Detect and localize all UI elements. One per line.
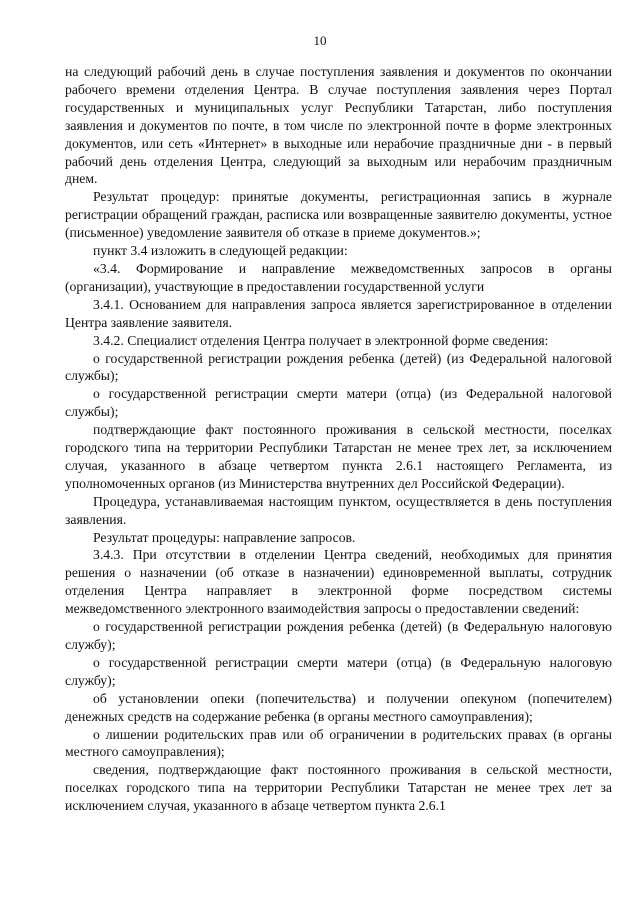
- list-item: сведения, подтверждающие факт постоянного проживания в сельской местности, поселках городского типа на территории Республики Татарстан не менее трех лет за исключением случая, указанного в абзаце четвертом пункта 2.6.1: [65, 762, 612, 814]
- list-item: об установлении опеки (попечительства) и получении опекуном (попечителем) денежных средств на содержание ребенка (в органы местного самоуправления);: [65, 690, 612, 724]
- page-number: 10: [313, 33, 327, 48]
- list-item: о государственной регистрации рождения ребенка (детей) (из Федеральной налоговой службы);: [65, 350, 612, 384]
- paragraph: 3.4.2. Специалист отделения Центра получает в электронной форме сведения:: [93, 332, 549, 348]
- paragraph: Результат процедур: принятые документы, регистрационная запись в журнале регистрации обращений граждан, расписка или возвращенные заявителю документы, устное (письменное) уведомление заявителя об отказе в приеме документов.»;: [65, 189, 612, 241]
- paragraph: пункт 3.4 изложить в следующей редакции:: [93, 243, 348, 259]
- paragraph: 3.4.1. Основанием для направления запроса является зарегистрированное в отделении Центра заявление заявителя.: [65, 296, 612, 330]
- document-body: [65, 63, 612, 815]
- list-item: о государственной регистрации рождения ребенка (детей) (в Федеральную налоговую службу);: [65, 619, 612, 652]
- list-item: о государственной регистрации смерти матери (отца) (из Федеральной налоговой службы);: [65, 386, 612, 420]
- list-item: о государственной регистрации смерти матери (отца) (в Федеральную налоговую службу);: [65, 654, 612, 688]
- paragraph: 3.4.3. При отсутствии в отделении Центра сведений, необходимых для принятия решения о назначении (об отказе в назначении) единовременной выплаты, сотрудник отделения Центра направляет в электронной форме посредством системы межведомственного электронного взаимодействия запросы о предоставлении сведений:: [65, 547, 612, 617]
- paragraph: Результат процедуры: направление запросов.: [93, 529, 356, 545]
- paragraph: «3.4. Формирование и направление межведомственных запросов в органы (организации), участвующие в предоставлении государственной услуги: [65, 260, 612, 294]
- paragraph-continuation: на следующий рабочий день в случае поступления заявления и документов по окончании рабочего времени отделения Центра. В случае поступления заявления через Портал государственных и муниципальных услуг Республики Татарстан, либо поступления заявления и документов по почте, в том числе по электронной почте в форме электронных документов, или сеть «Интернет» в выходные или нерабочие праздничные дни - в первый рабочий день отделения Центра, следующий за выходным или нерабочим праздничным днем.: [65, 64, 612, 187]
- paragraph: Процедура, устанавливаемая настоящим пунктом, осуществляется в день поступления заявления.: [65, 493, 612, 527]
- list-item: подтверждающие факт постоянного проживания в сельской местности, поселках городского типа на территории Республики Татарстан не менее трех лет, за исключением случая, указанного в абзаце четвертом пункта 2.6.1 настоящего Регламента, из уполномоченных органов (из Министерства внутренних дел Российской Федерации).: [65, 422, 612, 491]
- list-item: о лишении родительских прав или об ограничении в родительских правах (в органы местного самоуправления);: [65, 726, 612, 760]
